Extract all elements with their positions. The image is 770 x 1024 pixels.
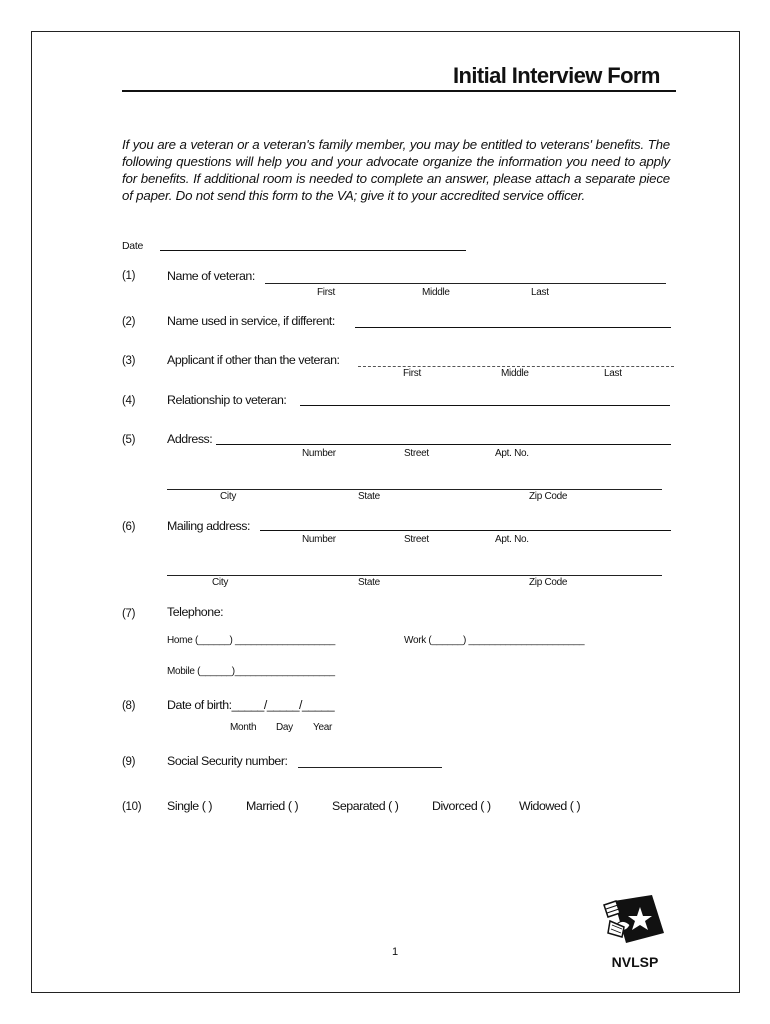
nvlsp-logo [600, 893, 670, 973]
logo-text: NVLSP [611, 954, 659, 970]
mailing-line2-field[interactable] [167, 575, 662, 576]
q1-middle-caption: Middle [422, 287, 450, 298]
q1-number: (1) [122, 270, 136, 282]
q8-day-caption: Day [276, 722, 293, 733]
q7-number: (7) [122, 608, 136, 620]
q6-city-caption: City [212, 577, 229, 588]
q6-state-caption: State [358, 577, 380, 588]
mailing-line1-field[interactable] [260, 530, 671, 531]
applicant-name-field[interactable] [358, 366, 674, 367]
q6-label: Mailing address: [167, 519, 251, 533]
q1-label: Name of veteran: [167, 269, 255, 283]
address-line2-field[interactable] [167, 489, 662, 490]
mobile-phone-field[interactable]: Mobile (______)___________________ [167, 666, 335, 677]
q5-city-caption: City [220, 491, 237, 502]
q6-number-caption: Number [302, 534, 336, 545]
q6-number: (6) [122, 521, 136, 533]
q8-year-caption: Year [313, 722, 333, 733]
q3-first-caption: First [403, 368, 421, 379]
page-number: 1 [392, 946, 399, 958]
title-rule [122, 90, 676, 92]
intro-paragraph: If you are a veteran or a veteran's family member, you may be entitled to veterans' benefits. The following questions will help you and your advocate organize the information you need to apply for benefits. If additional room is needed to complete an answer, please attach a separate piece of paper. Do not send this form to the VA; give it to your accredited service officer. [122, 137, 670, 203]
q1-last-caption: Last [531, 287, 549, 298]
date-label: Date [122, 240, 143, 252]
q5-street-caption: Street [404, 448, 429, 459]
q8-number: (8) [122, 700, 136, 712]
work-phone-field[interactable]: Work (______) ______________________ [404, 635, 585, 646]
q8-month-caption: Month [230, 722, 257, 733]
ssn-field[interactable] [298, 767, 442, 768]
q2-label: Name used in service, if different: [167, 314, 335, 328]
q5-zip-caption: Zip Code [529, 491, 568, 502]
q10-number: (10) [122, 801, 142, 813]
separated-checkbox[interactable]: Separated ( ) [332, 799, 399, 813]
q3-last-caption: Last [604, 368, 622, 379]
q1-first-caption: First [317, 287, 335, 298]
q4-label: Relationship to veteran: [167, 393, 287, 407]
service-name-field[interactable] [355, 327, 671, 328]
home-phone-field[interactable]: Home (______) ___________________ [167, 635, 336, 646]
q3-number: (3) [122, 355, 136, 367]
q6-apt-caption: Apt. No. [495, 534, 529, 545]
logo-flag-icon [604, 895, 664, 943]
q4-number: (4) [122, 395, 136, 407]
relationship-field[interactable] [300, 405, 670, 406]
date-field[interactable] [160, 250, 466, 251]
q6-street-caption: Street [404, 534, 429, 545]
q5-number-caption: Number [302, 448, 336, 459]
q9-label: Social Security number: [167, 754, 288, 768]
q6-zip-caption: Zip Code [529, 577, 568, 588]
q7-label: Telephone: [167, 605, 224, 619]
widowed-checkbox[interactable]: Widowed ( ) [519, 799, 581, 813]
veteran-name-field[interactable] [265, 283, 666, 284]
form-title: Initial Interview Form [453, 63, 660, 88]
divorced-checkbox[interactable]: Divorced ( ) [432, 799, 491, 813]
q3-middle-caption: Middle [501, 368, 529, 379]
q5-label: Address: [167, 432, 213, 446]
q2-number: (2) [122, 316, 136, 328]
q3-label: Applicant if other than the veteran: [167, 353, 340, 367]
q5-state-caption: State [358, 491, 380, 502]
dob-field[interactable]: Date of birth:_____/_____/_____ [167, 698, 335, 712]
q5-apt-caption: Apt. No. [495, 448, 529, 459]
married-checkbox[interactable]: Married ( ) [246, 799, 299, 813]
single-checkbox[interactable]: Single ( ) [167, 799, 213, 813]
q9-number: (9) [122, 756, 136, 768]
address-line1-field[interactable] [216, 444, 671, 445]
q5-number: (5) [122, 434, 136, 446]
